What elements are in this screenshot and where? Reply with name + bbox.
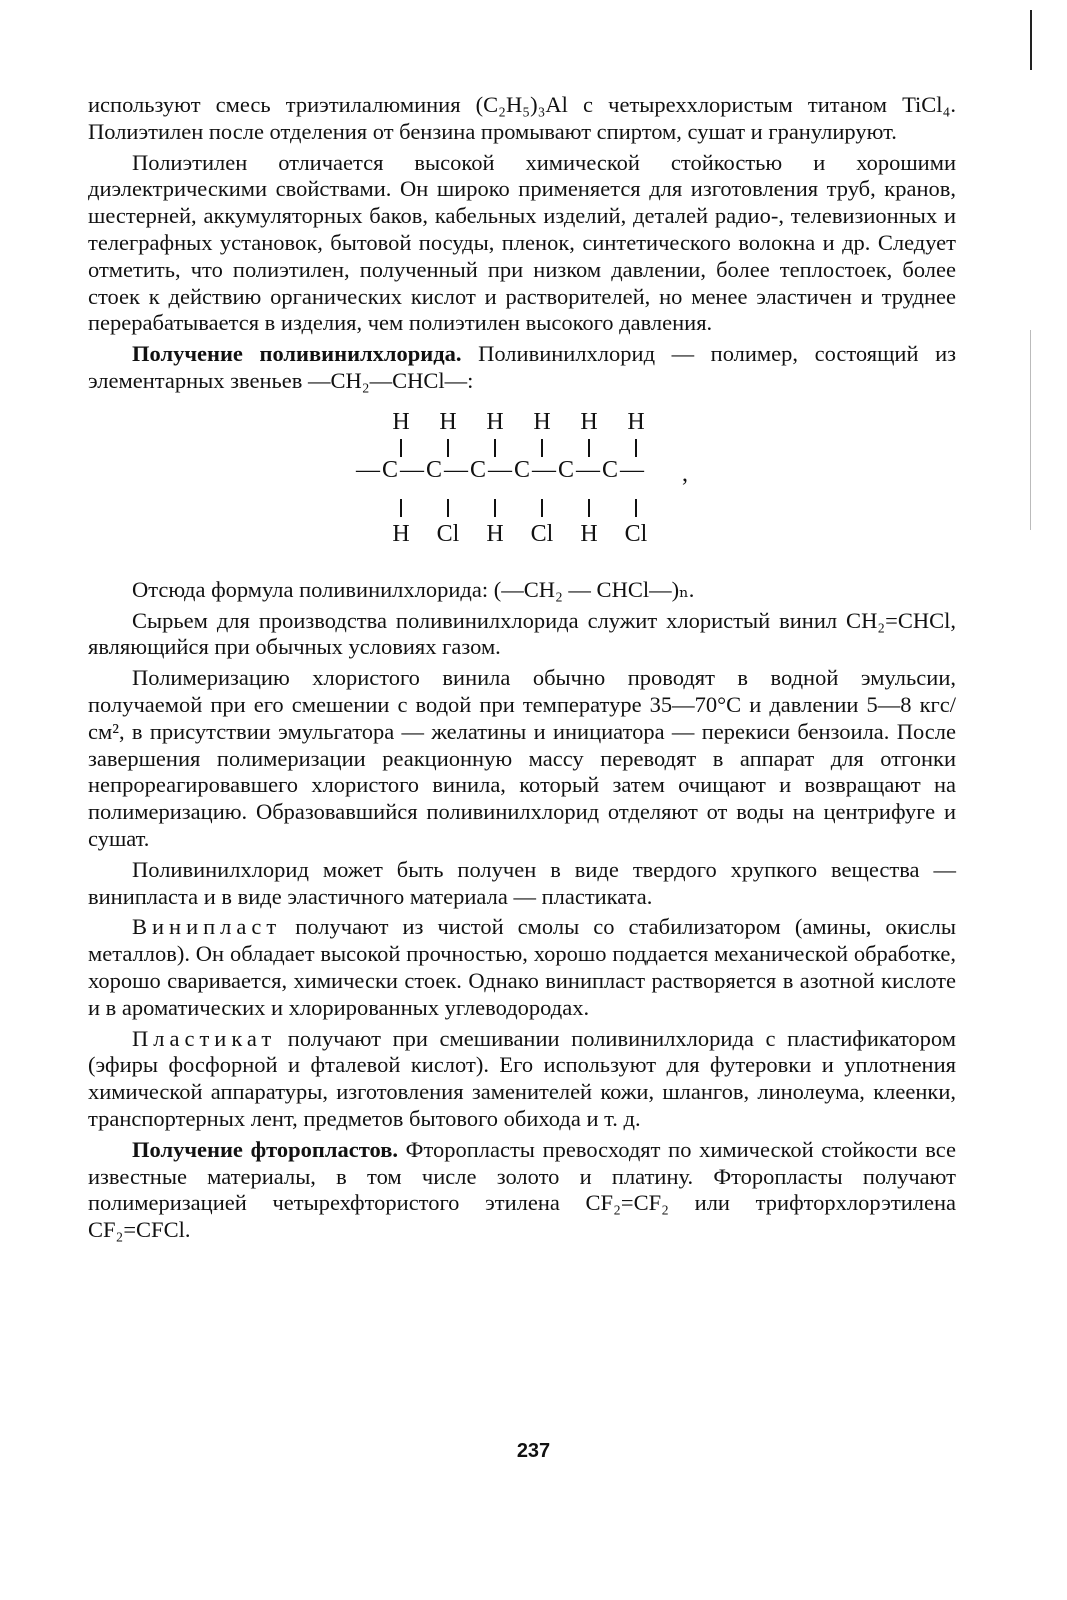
formula-bond [635, 439, 637, 457]
section-heading-pvc: Получение поливинилхлорида. [132, 341, 462, 367]
paragraph-8-text: получают из чистой смолы со стабилизатором (амины, окислы металлов). Он обладает высокой прочностью, хорошо поддается механической обработке, хорошо сваривается, химически стоек. Однако винипласт растворяется в азотной кислоте и в ароматических и хлорированных углеводородах. [88, 914, 956, 1020]
page-body [88, 92, 956, 1244]
paragraph-10-text: Фторопласты превосходят по химической стойкости все известные материалы, в том числе золото и платину. Фторопласты получают полимеризацией четырехфтористого этилена CF₂=CF₂ или трифторхлорэтилена CF₂=CFCl. [88, 1136, 956, 1243]
formula-bond [400, 439, 402, 457]
formula-trailing-comma: , [682, 460, 688, 487]
formula-bottom-row [88, 521, 956, 551]
paragraph-10 [88, 1137, 956, 1244]
section-heading-fluoroplastics: Получение фторопластов. [132, 1136, 398, 1162]
formula-bottom-atom: Cl [530, 520, 554, 547]
paragraph-6: Полимеризацию хлористого винила обычно проводят в водной эмульсии, получаемой при его смешении с водой при температуре 35—70°C и давлении 5—8 кгс/см², в присутствии эмульгатора — желатины и инициатора — перекиси бензоила. После завершения полимеризации реакционную массу переводят в аппарат для отгонки непрореагировавшего хлористого винила, который затем очищают и возвращают на полимеризацию. Образовавшийся поливинилхлорид отделяют от воды на центрифуге и сушат. [88, 665, 956, 851]
formula-top-atom: H [627, 408, 645, 435]
formula-bond [447, 499, 449, 517]
formula-top-atom: H [533, 408, 551, 435]
formula-bottom-atom: H [392, 520, 410, 547]
paragraph-1: используют смесь триэтилалюминия (C₂H₅)₃Al с четыреххлористым титаном TiCl₄. Полиэтилен после отделения от бензина промывают спиртом, сушат и гранулируют. [88, 92, 956, 144]
page-edge-line [1030, 10, 1032, 70]
formula-top-atom: H [486, 408, 504, 435]
paragraph-8 [88, 914, 956, 1021]
formula-bond [635, 499, 637, 517]
paragraph-9-text: получают при смешивании поливинилхлорида с пластификатором (эфиры фосфорной и фталевой кислот). Его используют для футеровки и уплотнения химической аппаратуры, изготовления заменителей кожи, шлангов, линолеума, клеенки, транспортерных лент, предметов бытового обихода и т. д. [88, 1025, 956, 1131]
formula-bond [447, 439, 449, 457]
formula-bottom-atom: Cl [624, 520, 648, 547]
formula-bond [541, 439, 543, 457]
formula-top-atom: H [439, 408, 457, 435]
formula-carbon-chain: —C—C—C—C—C—C— [356, 456, 647, 483]
formula-bond [494, 439, 496, 457]
paragraph-7: Поливинилхлорид может быть получен в виде твердого хрупкого вещества — винипласта и в виде эластичного материала — пластиката. [88, 856, 956, 909]
paragraph-3-text: Поливинилхлорид — полимер, состоящий из элементарных звеньев —CH₂—CHCl—: [88, 341, 956, 393]
formula-top-atom: H [392, 408, 410, 435]
formula-bond [400, 499, 402, 517]
formula-bottom-atom: H [580, 520, 598, 547]
paragraph-4: Отсюда формула поливинилхлорида: (—CH₂ — CHCl—)ₙ. [132, 576, 695, 602]
page-number: 237 [516, 1440, 551, 1462]
structural-formula-pvc [88, 401, 956, 571]
formula-bond [494, 499, 496, 517]
paragraph-2: Полиэтилен отличается высокой химической стойкостью и хорошими диэлектрическими свойствами. Он широко применяется для изготовления труб, кранов, шестерней, аккумуляторных баков, кабельных изделий, деталей радио-, телевизионных и телеграфных установок, бытовой посуды, пленок, синтетического волокна и др. Следует отметить, что полиэтилен, полученный при низком давлении, более теплостоек, более стоек к действию органических кислот и растворителей, но менее эластичен и труднее перерабатывается в изделия, чем полиэтилен высокого давления. [88, 149, 956, 336]
page-edge-line-faint [1030, 330, 1031, 530]
paragraph-5: Сырьем для производства поливинилхлорида служит хлористый винил CH₂=CHCl, являющийся при обычных условиях газом. [88, 607, 956, 660]
formula-bond [588, 439, 590, 457]
paragraph-3 [88, 341, 956, 395]
formula-bond [541, 499, 543, 517]
formula-top-atom: H [580, 408, 598, 435]
formula-bottom-atom: Cl [436, 520, 460, 547]
term-viniplast: Винипласт [132, 914, 282, 940]
formula-bottom-atom: H [486, 520, 504, 547]
term-plastikat: Пластикат [132, 1025, 277, 1051]
paragraph-9 [88, 1026, 956, 1133]
formula-top-row [88, 409, 956, 439]
formula-bond [588, 499, 590, 517]
